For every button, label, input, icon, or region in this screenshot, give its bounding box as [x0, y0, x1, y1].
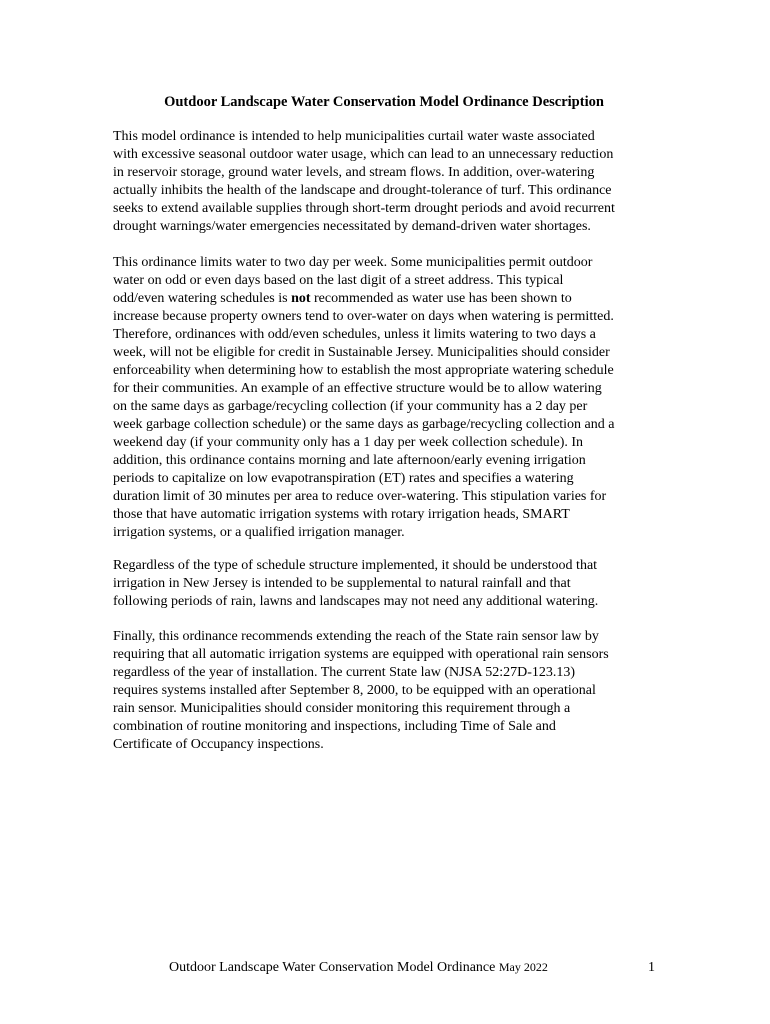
footer-text: [169, 960, 548, 976]
paragraph-line: in reservoir storage, ground water levels, and stream flows. In addition, over-watering: [113, 165, 595, 180]
line-text: recommended as water use has been shown to: [310, 291, 572, 306]
paragraph-line: enforceability when determining how to establish the most appropriate watering schedule: [113, 363, 614, 378]
paragraph-line: rain sensor. Municipalities should consider monitoring this requirement through a: [113, 701, 571, 716]
paragraph-line: irrigation systems, or a qualified irrigation manager.: [113, 525, 405, 540]
paragraph-line: following periods of rain, lawns and landscapes may not need any additional watering.: [113, 594, 599, 609]
paragraph-line: regardless of the year of installation. The current State law (NJSA 52:27D-123.13): [113, 665, 576, 680]
page-number: 1: [648, 960, 655, 975]
paragraph-purpose: [113, 128, 658, 236]
paragraph-line: drought warnings/water emergencies necessitated by demand-driven water shortages.: [113, 219, 591, 234]
paragraph-line: duration limit of 30 minutes per area to reduce over-watering. This stipulation varies for: [113, 489, 607, 504]
footer-title: Outdoor Landscape Water Conservation Model Ordinance: [169, 960, 499, 975]
footer-date: May 2022: [498, 960, 548, 974]
paragraph-supplemental-irrigation: [113, 557, 658, 611]
paragraph-line: week, will not be eligible for credit in Sustainable Jersey. Municipalities should consider: [113, 345, 610, 360]
paragraph-line: Therefore, ordinances with odd/even schedules, unless it limits watering to two days a: [113, 327, 596, 342]
paragraph-line: week garbage collection schedule) or the same days as garbage/recycling collection and a: [113, 417, 615, 432]
paragraph-line: increase because property owners tend to over-water on days when watering is permitted.: [113, 309, 614, 324]
paragraph-line: This model ordinance is intended to help municipalities curtail water waste associated: [113, 129, 595, 144]
paragraph-line: water on odd or even days based on the last digit of a street address. This typical: [113, 273, 564, 288]
paragraph-line: requires systems installed after September 8, 2000, to be equipped with an operational: [113, 683, 596, 698]
paragraph-line: weekend day (if your community only has a 1 day per week collection schedule). In: [113, 435, 584, 450]
paragraph-line: addition, this ordinance contains morning and late afternoon/early evening irrigation: [113, 453, 586, 468]
paragraph-line: seeks to extend available supplies through short-term drought periods and avoid recurrent: [113, 201, 615, 216]
paragraph-line: This ordinance limits water to two day per week. Some municipalities permit outdoor: [113, 255, 593, 270]
paragraph-line: requiring that all automatic irrigation systems are equipped with operational rain sensors: [113, 647, 609, 662]
paragraph-line: Finally, this ordinance recommends extending the reach of the State rain sensor law by: [113, 629, 599, 644]
paragraph-line: those that have automatic irrigation systems with rotary irrigation heads, SMART: [113, 507, 570, 522]
paragraph-line: Certificate of Occupancy inspections.: [113, 737, 324, 752]
paragraph-line: Regardless of the type of schedule structure implemented, it should be understood that: [113, 558, 598, 573]
paragraph-line: combination of routine monitoring and inspections, including Time of Sale and: [113, 719, 556, 734]
paragraph-rain-sensor: [113, 628, 658, 754]
paragraph-line: irrigation in New Jersey is intended to be supplemental to natural rainfall and that: [113, 576, 571, 591]
page-footer: [0, 960, 770, 980]
paragraph-watering-limits: [113, 254, 658, 542]
emphasis-text: not: [291, 291, 311, 306]
line-text: odd/even watering schedules is: [113, 291, 292, 306]
paragraph-line: on the same days as garbage/recycling collection (if your community has a 2 day per: [113, 399, 588, 414]
paragraph-line: with excessive seasonal outdoor water usage, which can lead to an unnecessary reduction: [113, 147, 614, 162]
paragraph-line: [113, 290, 658, 308]
document-title: Outdoor Landscape Water Conservation Model Ordinance Description: [164, 94, 604, 110]
paragraph-line: actually inhibits the health of the landscape and drought-tolerance of turf. This ordinance: [113, 183, 612, 198]
paragraph-line: for their communities. An example of an effective structure would be to allow watering: [113, 381, 602, 396]
paragraph-line: periods to capitalize on low evapotranspiration (ET) rates and specifies a watering: [113, 471, 574, 486]
